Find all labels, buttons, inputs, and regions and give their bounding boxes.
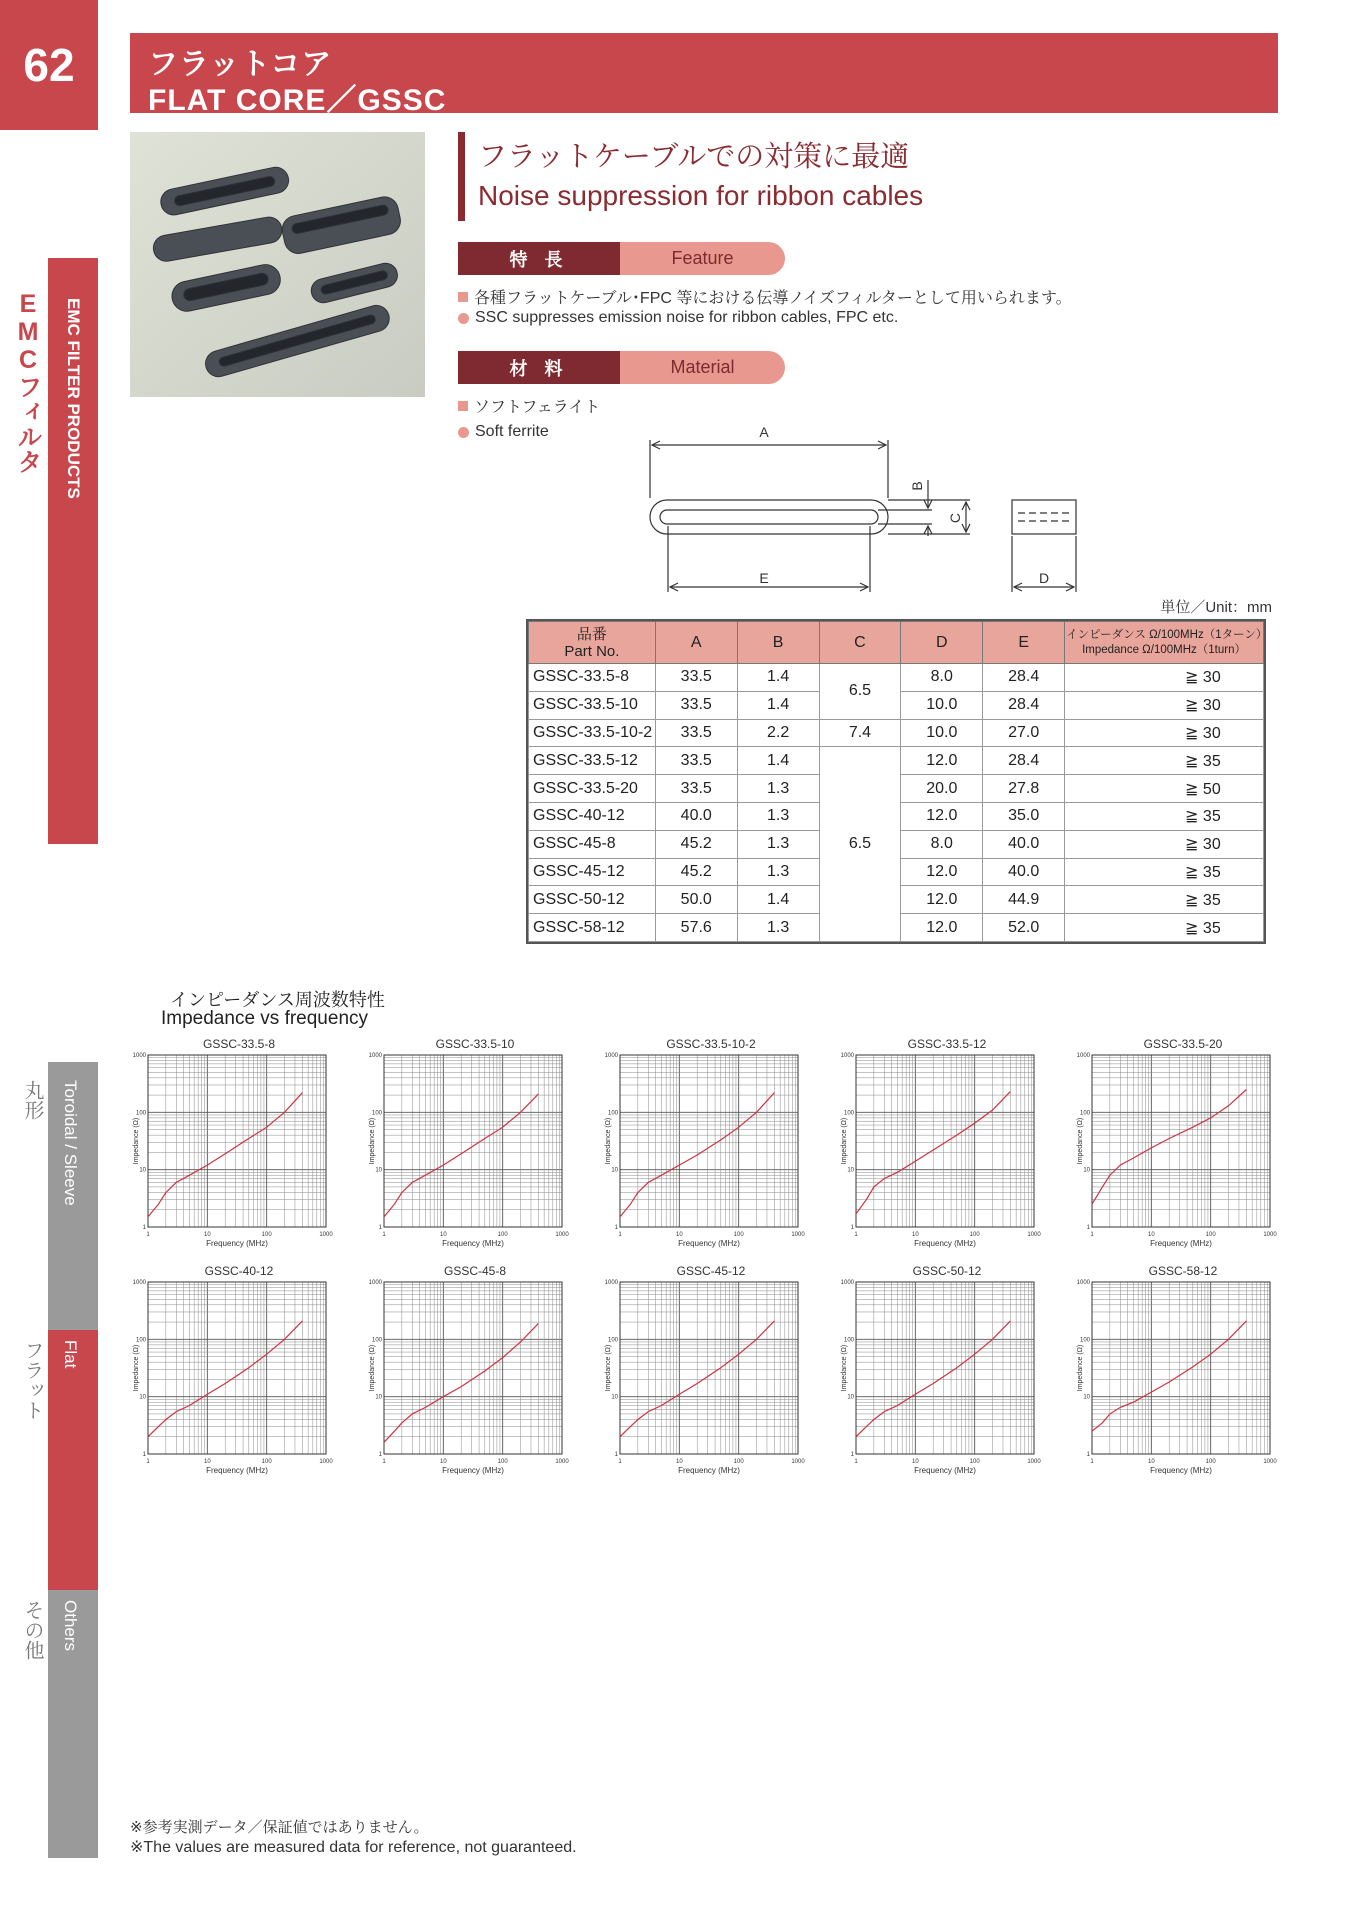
material-text-jp: ソフトフェライト [474,399,601,416]
cell-c: 6.5 [819,747,901,942]
cell-b: 1.3 [737,802,819,830]
y-tick-label: 100 [1079,1110,1090,1117]
y-tick-label: 1 [850,1225,854,1231]
y-tick-label: 10 [1083,1394,1090,1401]
chart-plot [366,1049,584,1249]
cell-a: 45.2 [655,858,737,886]
header-part-jp: 品番 [576,625,607,643]
x-tick-label: 10 [1147,1459,1155,1465]
y-tick-label: 10 [1083,1167,1090,1174]
y-axis-label: Impedance (Ω) [369,1344,376,1392]
side-tab-others-label-jp: その他 [21,1600,43,1660]
header-d: D [901,622,983,664]
impedance-chart [130,1037,348,1267]
x-tick-label: 1000 [319,1459,333,1465]
header-title-en: FLAT CORE／GSSC [148,84,447,117]
x-tick-label: 10 [1147,1232,1155,1238]
cell-impedance: ≧ 35 [1065,747,1264,775]
dim-label-d: D [1038,570,1050,586]
x-tick-label: 10 [439,1459,447,1465]
material-label-jp: 材 料 [458,351,620,384]
x-tick-label: 1 [1090,1459,1094,1465]
y-tick-label: 100 [371,1337,382,1344]
y-tick-label: 1000 [840,1053,854,1059]
x-tick-label: 1 [382,1232,386,1238]
cell-b: 2.2 [737,719,819,747]
x-tick-label: 1 [618,1459,622,1465]
cell-d: 12.0 [901,914,983,942]
cell-impedance: ≧ 35 [1065,858,1264,886]
y-axis-label: Impedance (Ω) [605,1117,612,1165]
y-tick-label: 10 [375,1167,382,1174]
x-tick-label: 1 [1090,1232,1094,1238]
y-tick-label: 1 [378,1225,382,1231]
x-tick-label: 10 [439,1232,447,1238]
y-tick-label: 10 [847,1394,854,1401]
page-header [130,33,1278,117]
impedance-chart [130,1264,348,1494]
x-tick-label: 1000 [1263,1232,1277,1238]
feature-label-jp: 特 長 [458,242,620,275]
cell-part-no: GSSC-40-12 [529,802,656,830]
y-tick-label: 1000 [1076,1053,1090,1059]
x-tick-label: 1000 [791,1459,805,1465]
cell-e: 40.0 [983,830,1065,858]
headline-jp: フラットケーブルでの対策に最適 [478,141,910,173]
y-tick-label: 100 [843,1337,854,1344]
y-tick-label: 1000 [1076,1280,1090,1286]
cell-a: 33.5 [655,691,737,719]
cell-impedance: ≧ 30 [1065,691,1264,719]
y-tick-label: 1 [614,1452,618,1458]
cell-d: 12.0 [901,886,983,914]
side-tab-emc-label: EMC FILTER PRODUCTS [64,298,83,499]
y-tick-label: 1000 [132,1053,146,1059]
x-tick-label: 100 [969,1459,980,1465]
cell-b: 1.4 [737,747,819,775]
header-a: A [655,622,737,664]
header-impedance-en: Impedance Ω/100MHz（1turn） [1082,643,1246,656]
x-axis-label: Frequency (MHz) [442,1466,504,1475]
x-tick-label: 100 [497,1232,508,1238]
x-tick-label: 10 [911,1459,919,1465]
footnote-jp: ※参考実測データ／保証値ではありません。 [130,1819,429,1836]
feature-line-en [458,309,898,327]
y-axis-label: Impedance (Ω) [133,1344,140,1392]
square-bullet-icon [458,292,468,302]
y-tick-label: 1000 [368,1280,382,1286]
plot-frame [148,1282,326,1454]
table-row [529,664,1264,692]
y-axis-label: Impedance (Ω) [1077,1344,1084,1392]
y-tick-label: 1000 [368,1053,382,1059]
chart-plot [366,1276,584,1476]
cell-b: 1.3 [737,775,819,803]
spec-table [528,621,1268,942]
x-axis-label: Frequency (MHz) [1150,1239,1212,1248]
side-tab-emc-label-jp: EMCフィルタ [14,290,42,474]
cell-impedance: ≧ 30 [1065,719,1264,747]
cell-d: 12.0 [901,802,983,830]
cell-e: 52.0 [983,914,1065,942]
plot-frame [1092,1282,1270,1454]
impedance-chart [366,1264,584,1494]
cell-d: 12.0 [901,858,983,886]
y-tick-label: 10 [139,1167,146,1174]
header-part-en: Part No. [564,642,620,660]
chart-title: GSSC-50-12 [912,1264,982,1278]
cell-b: 1.3 [737,914,819,942]
charts-title-en: Impedance vs frequency [161,1008,369,1029]
cell-e: 35.0 [983,802,1065,830]
y-tick-label: 1 [378,1452,382,1458]
cell-e: 40.0 [983,858,1065,886]
side-tab-others-label: Others [61,1600,80,1652]
y-tick-label: 1 [1086,1225,1090,1231]
y-tick-label: 1000 [840,1280,854,1286]
x-tick-label: 100 [497,1459,508,1465]
x-tick-label: 10 [203,1232,211,1238]
cell-b: 1.3 [737,830,819,858]
y-tick-label: 100 [371,1110,382,1117]
plot-frame [856,1282,1034,1454]
header-impedance [1065,622,1268,664]
chart-plot [1074,1276,1292,1476]
y-tick-label: 10 [611,1167,618,1174]
cell-b: 1.4 [737,664,819,692]
header-c: C [819,622,901,664]
material-label-en: Material [620,351,785,384]
square-bullet-icon [458,401,468,411]
x-tick-label: 1000 [319,1232,333,1238]
cell-d: 12.0 [901,747,983,775]
impedance-chart [602,1264,820,1494]
chart-plot [1074,1049,1292,1249]
y-tick-label: 100 [843,1110,854,1117]
header-b: B [737,622,819,664]
header-title-jp: フラットコア [148,48,333,81]
y-axis-label: Impedance (Ω) [841,1344,848,1392]
chart-plot [602,1276,820,1476]
plot-frame [856,1055,1034,1227]
header-part-no [529,622,656,664]
header-e: E [983,622,1065,664]
side-tab-flat-label: Flat [61,1340,80,1369]
unit-label: 単位／Unit：mm [1160,599,1272,616]
x-tick-label: 10 [675,1232,683,1238]
y-axis-label: Impedance (Ω) [1077,1117,1084,1165]
x-axis-label: Frequency (MHz) [206,1239,268,1248]
cell-part-no: GSSC-33.5-8 [529,664,656,692]
impedance-chart [602,1037,820,1267]
x-tick-label: 100 [733,1459,744,1465]
y-tick-label: 100 [1079,1337,1090,1344]
y-tick-label: 1 [1086,1452,1090,1458]
x-tick-label: 10 [675,1459,683,1465]
cell-e: 44.9 [983,886,1065,914]
plot-frame [384,1055,562,1227]
x-tick-label: 1 [382,1459,386,1465]
chart-plot [130,1049,348,1249]
side-tab-toroidal-label-jp: 丸形 [21,1080,43,1120]
x-axis-label: Frequency (MHz) [442,1239,504,1248]
x-tick-label: 1000 [791,1232,805,1238]
cell-a: 57.6 [655,914,737,942]
headline-accent [458,132,465,221]
material-line-en [458,423,549,441]
y-axis-label: Impedance (Ω) [369,1117,376,1165]
cell-part-no: GSSC-50-12 [529,886,656,914]
chart-title: GSSC-33.5-8 [202,1037,276,1051]
impedance-chart [838,1037,1056,1267]
chart-title: GSSC-33.5-10-2 [666,1037,756,1051]
chart-title: GSSC-33.5-20 [1143,1037,1223,1051]
impedance-chart [366,1037,584,1267]
x-tick-label: 10 [203,1459,211,1465]
x-tick-label: 1 [854,1459,858,1465]
y-axis-label: Impedance (Ω) [605,1344,612,1392]
cell-part-no: GSSC-45-12 [529,858,656,886]
chart-plot [602,1049,820,1249]
material-line-jp [458,394,600,417]
dim-label-a: A [759,424,769,440]
cell-b: 1.4 [737,886,819,914]
cell-e: 28.4 [983,664,1065,692]
y-tick-label: 1000 [604,1053,618,1059]
side-tab-flat [48,1330,98,1590]
cell-d: 8.0 [901,664,983,692]
y-axis-label: Impedance (Ω) [841,1117,848,1165]
x-tick-label: 100 [1205,1459,1216,1465]
circle-bullet-icon [458,427,469,438]
y-tick-label: 10 [139,1394,146,1401]
feature-text-en: SSC suppresses emission noise for ribbon cables, FPC etc. [475,309,899,326]
cell-a: 33.5 [655,747,737,775]
cell-a: 50.0 [655,886,737,914]
table-row [529,747,1264,775]
x-tick-label: 1 [618,1232,622,1238]
y-tick-label: 1000 [132,1280,146,1286]
cell-impedance: ≧ 50 [1065,775,1264,803]
y-tick-label: 1 [142,1452,146,1458]
cell-impedance: ≧ 35 [1065,914,1264,942]
cell-a: 33.5 [655,719,737,747]
side-tab-toroidal-label: Toroidal / Sleeve [61,1080,80,1206]
cell-b: 1.4 [737,691,819,719]
dim-label-b: B [909,481,925,491]
x-tick-label: 1 [146,1459,150,1465]
y-tick-label: 1 [850,1452,854,1458]
x-tick-label: 100 [969,1232,980,1238]
x-tick-label: 1000 [1027,1232,1041,1238]
chart-title: GSSC-33.5-12 [907,1037,987,1051]
product-photo [130,132,425,397]
page-number: 62 [0,0,98,130]
side-tab-flat-label-jp: フラット [21,1340,43,1420]
x-tick-label: 100 [261,1459,272,1465]
impedance-chart [1074,1037,1292,1267]
x-axis-label: Frequency (MHz) [914,1239,976,1248]
cell-d: 8.0 [901,830,983,858]
x-tick-label: 10 [911,1232,919,1238]
x-tick-label: 100 [1205,1232,1216,1238]
cell-d: 10.0 [901,691,983,719]
dim-label-c: C [947,512,963,524]
table-row [529,719,1264,747]
y-tick-label: 1 [614,1225,618,1231]
x-axis-label: Frequency (MHz) [206,1466,268,1475]
chart-title: GSSC-40-12 [204,1264,274,1278]
cell-e: 28.4 [983,691,1065,719]
y-tick-label: 100 [135,1110,146,1117]
chart-title: GSSC-45-12 [676,1264,746,1278]
chart-plot [130,1276,348,1476]
plot-frame [620,1055,798,1227]
cell-b: 1.3 [737,858,819,886]
feature-line-jp [458,285,1072,308]
dimension-drawing [640,420,1100,600]
header-impedance-jp: インピーダンス Ω/100MHz（1ターン） [1066,628,1268,641]
cell-impedance: ≧ 35 [1065,886,1264,914]
cell-a: 33.5 [655,664,737,692]
chart-title: GSSC-33.5-10 [435,1037,515,1051]
chart-plot [838,1049,1056,1249]
y-tick-label: 10 [375,1394,382,1401]
plot-frame [1092,1055,1270,1227]
material-text-en: Soft ferrite [475,423,549,440]
x-axis-label: Frequency (MHz) [914,1466,976,1475]
x-tick-label: 1000 [1263,1459,1277,1465]
cell-part-no: GSSC-33.5-12 [529,747,656,775]
plot-frame [384,1282,562,1454]
chart-title: GSSC-58-12 [1148,1264,1218,1278]
impedance-chart [838,1264,1056,1494]
cell-part-no: GSSC-45-8 [529,830,656,858]
x-axis-label: Frequency (MHz) [678,1239,740,1248]
charts-title-jp: インピーダンス周波数特性 [170,990,385,1010]
x-tick-label: 1000 [555,1459,569,1465]
x-tick-label: 100 [261,1232,272,1238]
impedance-chart [1074,1264,1292,1494]
cell-d: 10.0 [901,719,983,747]
y-axis-label: Impedance (Ω) [133,1117,140,1165]
cell-c: 7.4 [819,719,901,747]
cell-e: 27.8 [983,775,1065,803]
y-tick-label: 1000 [604,1280,618,1286]
x-tick-label: 100 [733,1232,744,1238]
x-tick-label: 1000 [1027,1459,1041,1465]
cell-d: 20.0 [901,775,983,803]
cell-impedance: ≧ 35 [1065,802,1264,830]
x-axis-label: Frequency (MHz) [678,1466,740,1475]
cell-a: 45.2 [655,830,737,858]
cell-impedance: ≧ 30 [1065,830,1264,858]
circle-bullet-icon [458,313,469,324]
plot-frame [148,1055,326,1227]
table-header-row [529,622,1264,664]
y-tick-label: 100 [135,1337,146,1344]
feature-text-jp: 各種フラットケーブル･FPC 等における伝導ノイズフィルターとして用いられます。 [474,290,1072,307]
cell-impedance: ≧ 30 [1065,664,1264,692]
cell-a: 40.0 [655,802,737,830]
x-axis-label: Frequency (MHz) [1150,1466,1212,1475]
cell-part-no: GSSC-58-12 [529,914,656,942]
cell-a: 33.5 [655,775,737,803]
y-tick-label: 10 [611,1394,618,1401]
footnote-en: ※The values are measured data for reference, not guaranteed. [130,1839,577,1856]
y-tick-label: 100 [607,1337,618,1344]
y-tick-label: 1 [142,1225,146,1231]
cell-part-no: GSSC-33.5-10 [529,691,656,719]
cell-e: 28.4 [983,747,1065,775]
x-tick-label: 1 [146,1232,150,1238]
x-tick-label: 1 [854,1232,858,1238]
y-tick-label: 100 [607,1110,618,1117]
plot-frame [620,1282,798,1454]
cell-e: 27.0 [983,719,1065,747]
headline-en: Noise suppression for ribbon cables [478,180,924,211]
chart-plot [838,1276,1056,1476]
x-tick-label: 1000 [555,1232,569,1238]
cell-part-no: GSSC-33.5-20 [529,775,656,803]
dim-label-e: E [759,570,769,586]
feature-label-en: Feature [620,242,785,275]
cell-c: 6.5 [819,664,901,720]
cell-part-no: GSSC-33.5-10-2 [529,719,656,747]
chart-title: GSSC-45-8 [443,1264,507,1278]
y-tick-label: 10 [847,1167,854,1174]
